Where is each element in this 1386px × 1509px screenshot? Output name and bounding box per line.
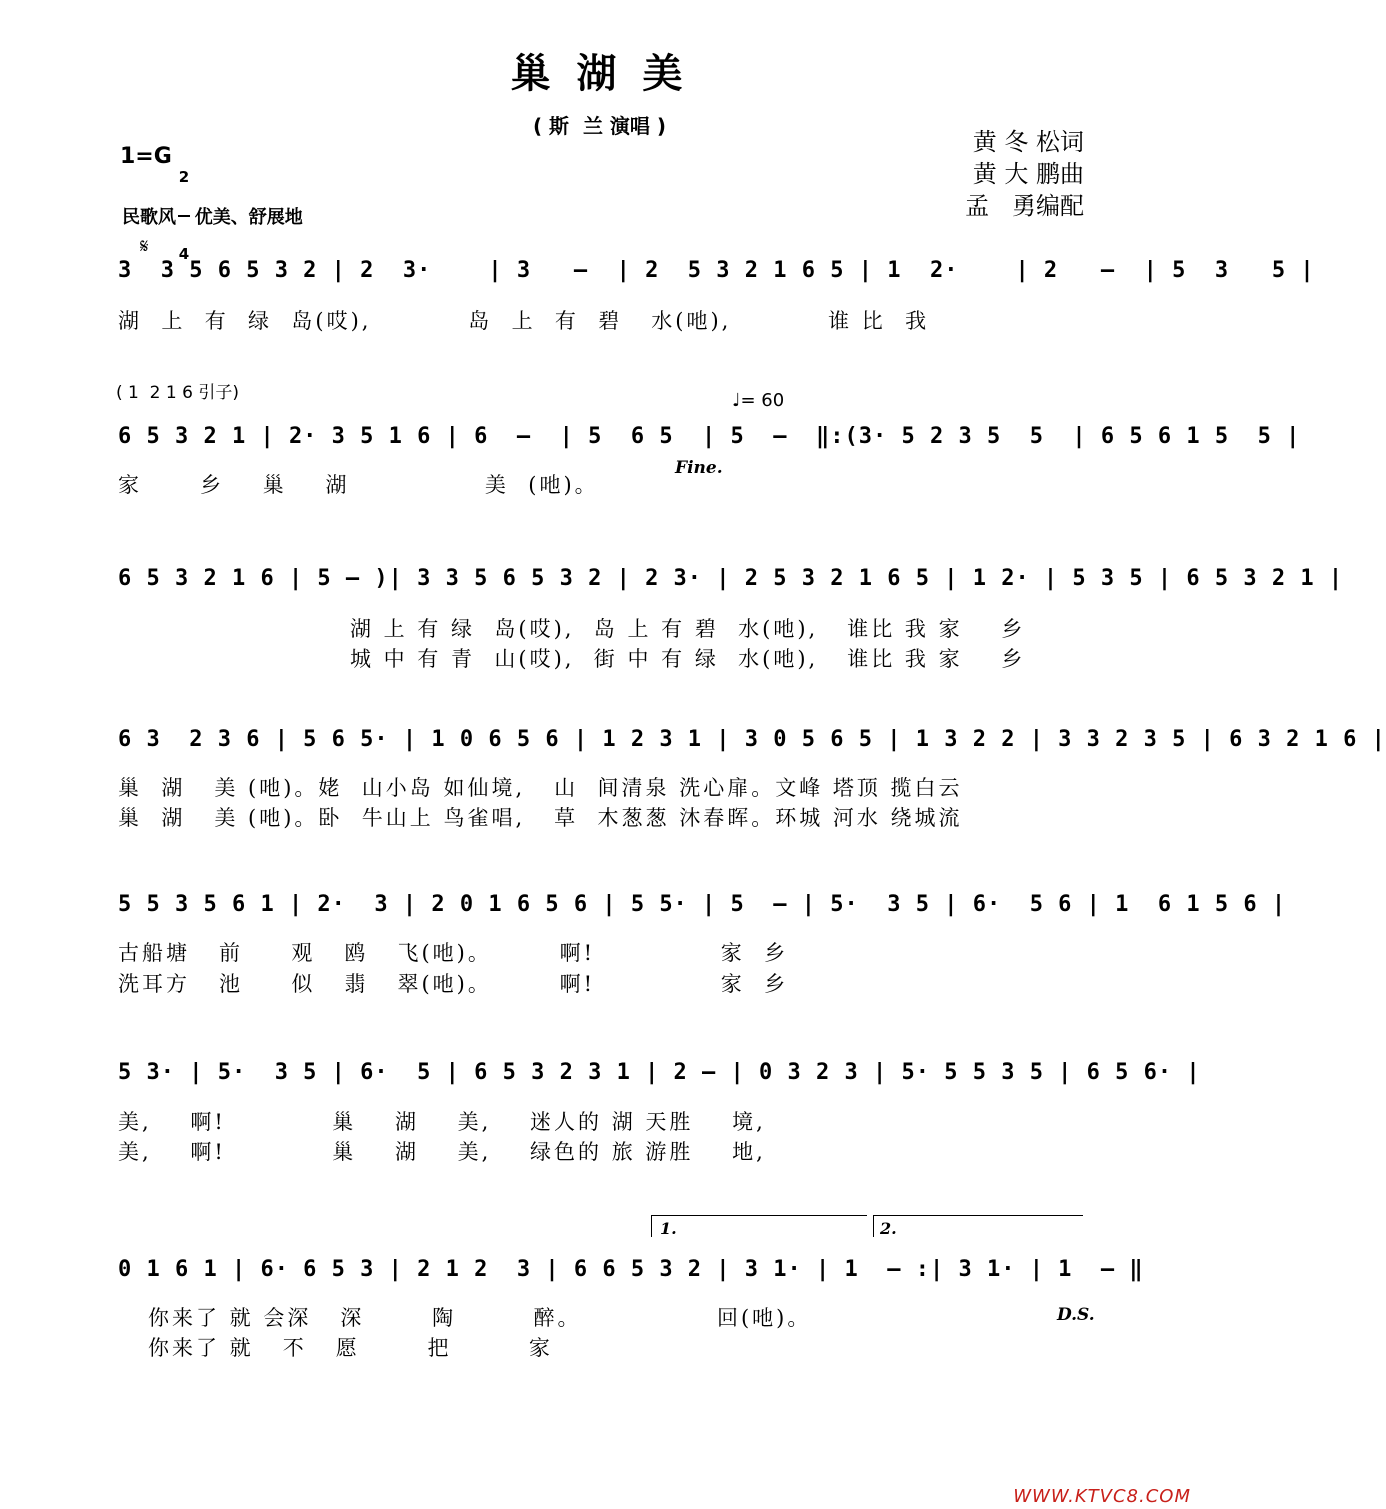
- tempo-marking: ♩= 60: [732, 390, 785, 411]
- notation-line-7: 0 1 6 1 | 6· 6 5 3 | 2 1 2 3 | 6 6 5 3 2 | 3 1· | 1 – :| 3 1· | 1 – ‖: [118, 1257, 1144, 1282]
- singer-credit: ( 斯 兰 演唱 ): [532, 114, 667, 138]
- lyric-line-3a: 湖 上 有 绿 岛(哎), 岛 上 有 碧 水(吔), 谁比 我 家 乡: [350, 617, 1026, 641]
- lyric-line-1: 湖 上 有 绿 岛(哎), 岛 上 有 碧 水(吔), 谁 比 我: [118, 309, 930, 333]
- volta-1-left: [651, 1215, 652, 1237]
- lyric-line-4b: 巢 湖 美 (吔)。卧 牛山上 鸟雀唱, 草 木葱葱 沐春晖。环城 河水 绕城流: [118, 806, 963, 830]
- volta-2-label: 2.: [880, 1219, 897, 1238]
- volta-2-left: [873, 1215, 874, 1237]
- segno-icon: 𝄋: [140, 234, 149, 258]
- notation-line-3: 6 5 3 2 1 6 | 5 – )| 3 3 5 6 5 3 2 | 2 3· | 2 5 3 2 1 6 5 | 1 2· | 5 3 5 | 6 5 3 2 1 |: [118, 566, 1344, 591]
- lyric-line-5a: 古船塘 前 观 鸥 飞(吔)。 啊! 家 乡: [118, 941, 789, 965]
- ds-marking: D.S.: [1057, 1305, 1095, 1325]
- lyric-line-7a: 你来了 就 会深 深 陶 醉。 回(吔)。: [148, 1306, 812, 1330]
- watermark: WWW.KTVC8.COM: [1013, 1486, 1191, 1507]
- fine-marking: Fine.: [675, 458, 723, 478]
- song-title: 巢 湖 美: [510, 51, 689, 97]
- intro-marking: ( 1 2 1 6 引子): [116, 383, 239, 403]
- lyric-line-3b: 城 中 有 青 山(哎), 街 中 有 绿 水(吔), 谁比 我 家 乡: [350, 647, 1026, 671]
- lyric-line-2: 家 乡 巢 湖 美 (吔)。: [118, 473, 599, 497]
- notation-line-5: 5 5 3 5 6 1 | 2· 3 | 2 0 1 6 5 6 | 5 5· | 5 – | 5· 3 5 | 6· 5 6 | 1 6 1 5 6 |: [118, 892, 1287, 917]
- lyricist-credit: 黄 冬 松词: [972, 128, 1084, 156]
- lyric-line-7b: 你来了 就 不 愿 把 家: [148, 1336, 553, 1360]
- volta-1-bracket: [651, 1215, 867, 1216]
- arranger-credit: 孟 勇编配: [965, 192, 1084, 220]
- notation-line-4: 6 3 2 3 6 | 5 6 5· | 1 0 6 5 6 | 1 2 3 1 | 3 0 5 6 5 | 1 3 2 2 | 3 3 2 3 5 | 6 3 2 1 6 |: [118, 727, 1386, 752]
- performance-style: 民歌风 优美、舒展地: [122, 207, 303, 228]
- key-signature: 1=G: [120, 144, 172, 169]
- time-signature-top: 2: [178, 168, 190, 186]
- volta-2-bracket: [873, 1215, 1083, 1216]
- composer-credit: 黄 大 鹏曲: [972, 160, 1084, 188]
- volta-1-label: 1.: [660, 1219, 677, 1238]
- time-signature-bottom: 4: [178, 245, 190, 263]
- lyric-line-6a: 美, 啊! 巢 湖 美, 迷人的 湖 天胜 境,: [118, 1110, 766, 1134]
- lyric-line-5b: 洗耳方 池 似 翡 翠(吔)。 啊! 家 乡: [118, 972, 789, 996]
- notation-line-2: 6 5 3 2 1 | 2· 3 5 1 6 | 6 – | 5 6 5 | 5 – ‖:(3· 5 2 3 5 5 | 6 5 6 1 5 5 |: [118, 424, 1301, 449]
- lyric-line-6b: 美, 啊! 巢 湖 美, 绿色的 旅 游胜 地,: [118, 1140, 766, 1164]
- notation-line-1: 3 3 5 6 5 3 2 | 2 3· | 3 – | 2 5 3 2 1 6 5 | 1 2· | 2 – | 5 3 5 |: [118, 258, 1315, 283]
- notation-line-6: 5 3· | 5· 3 5 | 6· 5 | 6 5 3 2 3 1 | 2 – | 0 3 2 3 | 5· 5 5 3 5 | 6 5 6· |: [118, 1060, 1201, 1085]
- lyric-line-4a: 巢 湖 美 (吔)。姥 山小岛 如仙境, 山 间清泉 洗心扉。文峰 塔顶 揽白云: [118, 776, 963, 800]
